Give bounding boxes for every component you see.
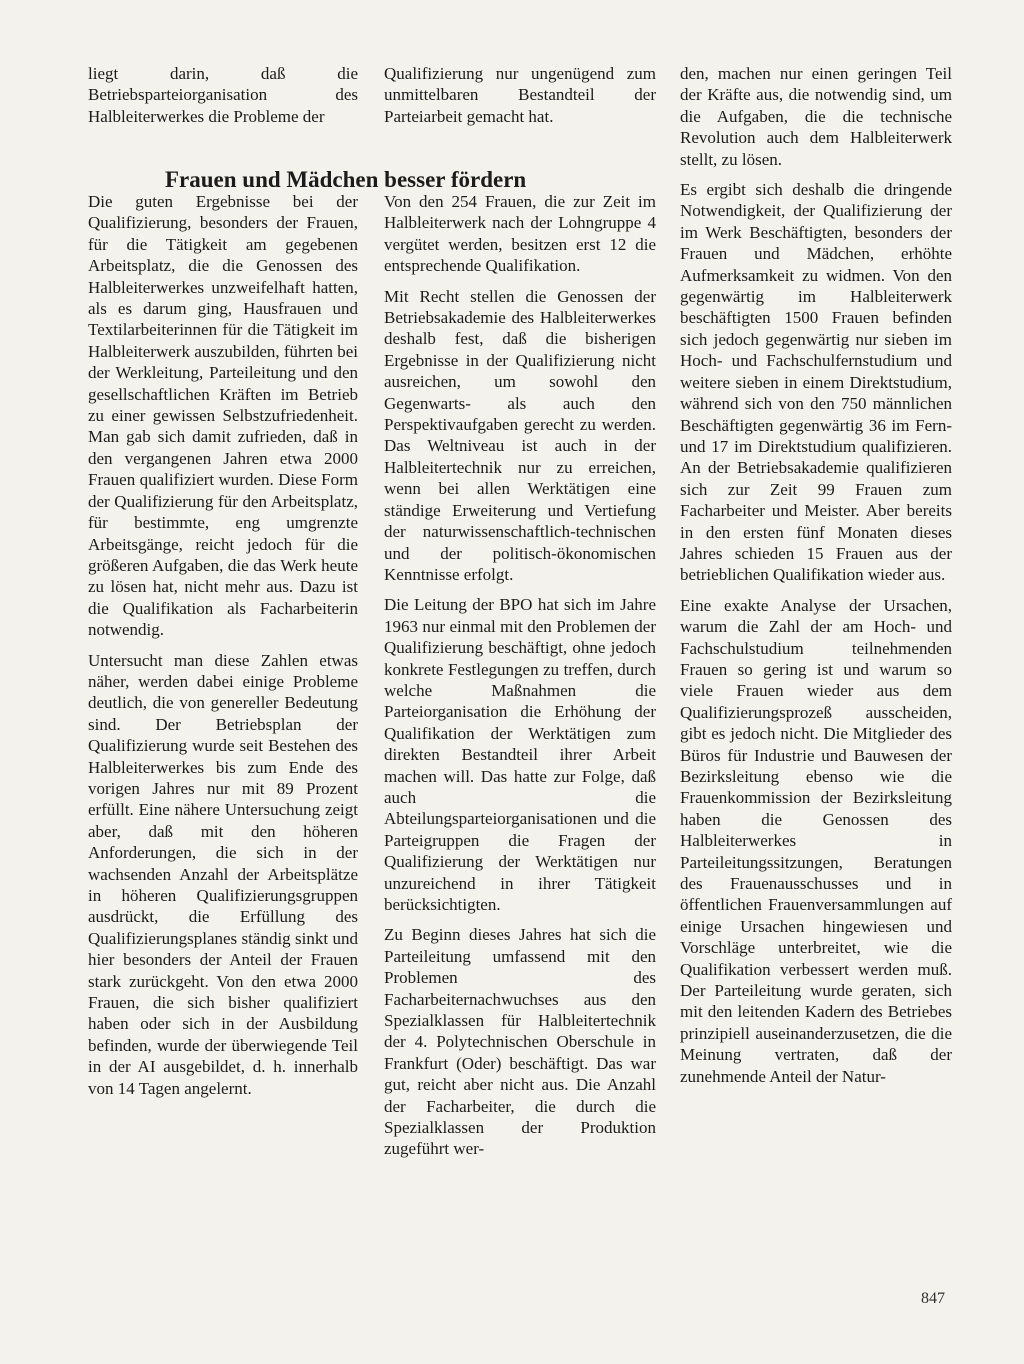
paragraph: Die guten Ergebnisse bei der Qualifizierung, besonders der Frauen, für die Tätigkeit am gegebenen Arbeitsplatz, die die Genossen des Halbleiterwerkes unzweifelhaft hatten, als es darum ging, Hausfrauen und Textilarbeiterinnen für die Tätigkeit im Halbleiterwerk auszubilden, führten bei der Werkleitung, Parteileitung und den gesellschaftlichen Kräften im Betrieb zu einer gewissen Selbstzufriedenheit. Man gab sich damit zufrieden, daß in den vergangenen Jahren etwa 2000 Frauen qualifiziert wurden. Diese Form der Qualifizierung für den Arbeitsplatz, für bestimmte, eng umgrenzte Arbeitsgänge, reicht jedoch für die größeren Aufgaben, die das Werk heute zu lösen hat, nicht mehr aus. Dazu ist die Qualifikation als Facharbeiterin notwendig. (88, 192, 359, 640)
column-1 (88, 191, 358, 1108)
paragraph: Untersucht man diese Zahlen etwas näher, werden dabei einige Probleme deutlich, die von genereller Bedeutung sind. Der Betriebsplan der Qualifizierung wurde seit Bestehen des Halbleiterwerkes bis zum Ende des vorigen Jahres nur mit 89 Prozent erfüllt. Eine nähere Untersuchung zeigt aber, daß mit den höheren Anforderungen, die sich in der wachsenden Anzahl der Arbeitsplätze in höheren Qualifizierungsgruppen ausdrückt, die Erfüllung des Qualifizierungsplanes ständig sinkt und hier besonders der Anteil der Frauen stark zurückgeht. Von den etwa 2000 Frauen, die sich bisher qualifiziert haben oder sich in der Ausbildung befinden, wurde der überwiegende Teil in der AI ausgebildet, d. h. innerhalb von 14 Tagen angelernt. (88, 650, 358, 1098)
paragraph: Mit Recht stellen die Genossen der Betriebsakademie des Halbleiterwerkes deshalb fest, daß die bisherigen Ergebnisse in der Qualifizierung nicht ausreichen, um sowohl den Gegenwarts- als auch den Perspektivaufgaben gerecht zu werden. Das Weltniveau ist auch in der Halbleitertechnik nur zu erreichen, wenn bei allen Werktätigen eine ständige Erweiterung und Vertiefung der naturwissenschaftlich-technischen und der politisch-ökonomischen Kenntnisse erfolgt. (384, 286, 656, 584)
column-2 (384, 191, 656, 1169)
paragraph: Die Leitung der BPO hat sich im Jahre 1963 nur einmal mit den Problemen der Qualifizierung beschäftigt, ohne jedoch konkrete Festlegungen zu treffen, durch welche Maßnahmen die Parteiorganisation die Erhöhung der Qualifikation der Werktätigen zum direkten Bestandteil ihrer Arbeit machen will. Das hatte zur Folge, daß auch die Abteilungsparteiorganisationen und die Parteigruppen die Fragen der Qualifizierung der Werktätigen nur unzureichend in ihrer Tätigkeit berücksichtigten. (384, 595, 656, 914)
paragraph: Qualifizierung nur ungenügend zum unmittelbaren Bestandteil der Parteiarbeit gemacht hat. (384, 64, 656, 126)
column-2-continuation (384, 63, 656, 136)
paragraph: Es ergibt sich deshalb die dringende Notwendigkeit, der Qualifizierung der im Werk Beschäftigten, besonders der Frauen und Mädchen, erhöhte Aufmerksamkeit zu widmen. Von den gegenwärtig im Halbleiterwerk beschäftigten 1500 Frauen befinden sich jedoch gegenwärtig nur sieben im Hoch- und Fachschulfernstudium und weitere sieben in einem Direktstudium, während sich von den 750 männlichen Beschäftigten gegenwärtig 36 im Fern- und 17 im Direktstudium qualifizieren. An der Betriebsakademie qualifizieren sich zur Zeit 99 Frauen zum Facharbeiter und Meister. Aber bereits in den ersten fünf Monaten dieses Jahres schieden 15 Frauen aus der betrieblichen Qualifikation wieder aus. (680, 180, 952, 585)
paragraph: liegt darin, daß die Betriebsparteiorganisation des Halbleiterwerkes die Probleme der (88, 64, 358, 126)
column-3 (680, 63, 952, 1096)
paragraph: Zu Beginn dieses Jahres hat sich die Parteileitung umfassend mit den Problemen des Facharbeiternachwuchses aus den Spezialklassen für Halbleitertechnik der 4. Polytechnischen Oberschule in Frankfurt (Oder) beschäftigt. Das war gut, reicht aber nicht aus. Die Anzahl der Facharbeiter, die durch die Spezialklassen der Produktion zugeführt wer- (384, 925, 656, 1159)
paragraph: Von den 254 Frauen, die zur Zeit im Halbleiterwerk nach der Lohngruppe 4 vergütet werden, besitzen erst 12 die entsprechende Qualifikation. (384, 192, 656, 276)
page-number: 847 (921, 1290, 945, 1307)
article-headline: Frauen und Mädchen besser fördern (165, 167, 527, 193)
column-1-continuation (88, 63, 358, 136)
paragraph: Eine exakte Analyse der Ursachen, warum die Zahl der am Hoch- und Fachschulstudium teilnehmenden Frauen so gering ist und warum so viele Frauen wieder aus dem Qualifizierungsprozeß ausscheiden, gibt es jedoch nicht. Die Mitglieder des Büros für Industrie und Bauwesen der Bezirksleitung ebenso wie die Frauenkommission der Bezirksleitung haben die Genossen des Halbleiterwerkes in Parteileitungssitzungen, Beratungen des Frauenausschusses und in öffentlichen Frauenversammlungen auf einige Ursachen hingewiesen und Vorschläge unterbreitet, wie die Qualifikation verbessert werden muß. Der Parteileitung wurde geraten, sich mit den leitenden Kadern des Betriebes prinzipiell auseinanderzusetzen, die die Meinung vertraten, daß der zunehmende Anteil der Natur- (680, 595, 952, 1086)
paragraph: den, machen nur einen geringen Teil der Kräfte aus, die notwendig sind, um die Aufgaben, die die technische Revolution auch dem Halbleiterwerk stellt, zu lösen. (680, 64, 952, 169)
